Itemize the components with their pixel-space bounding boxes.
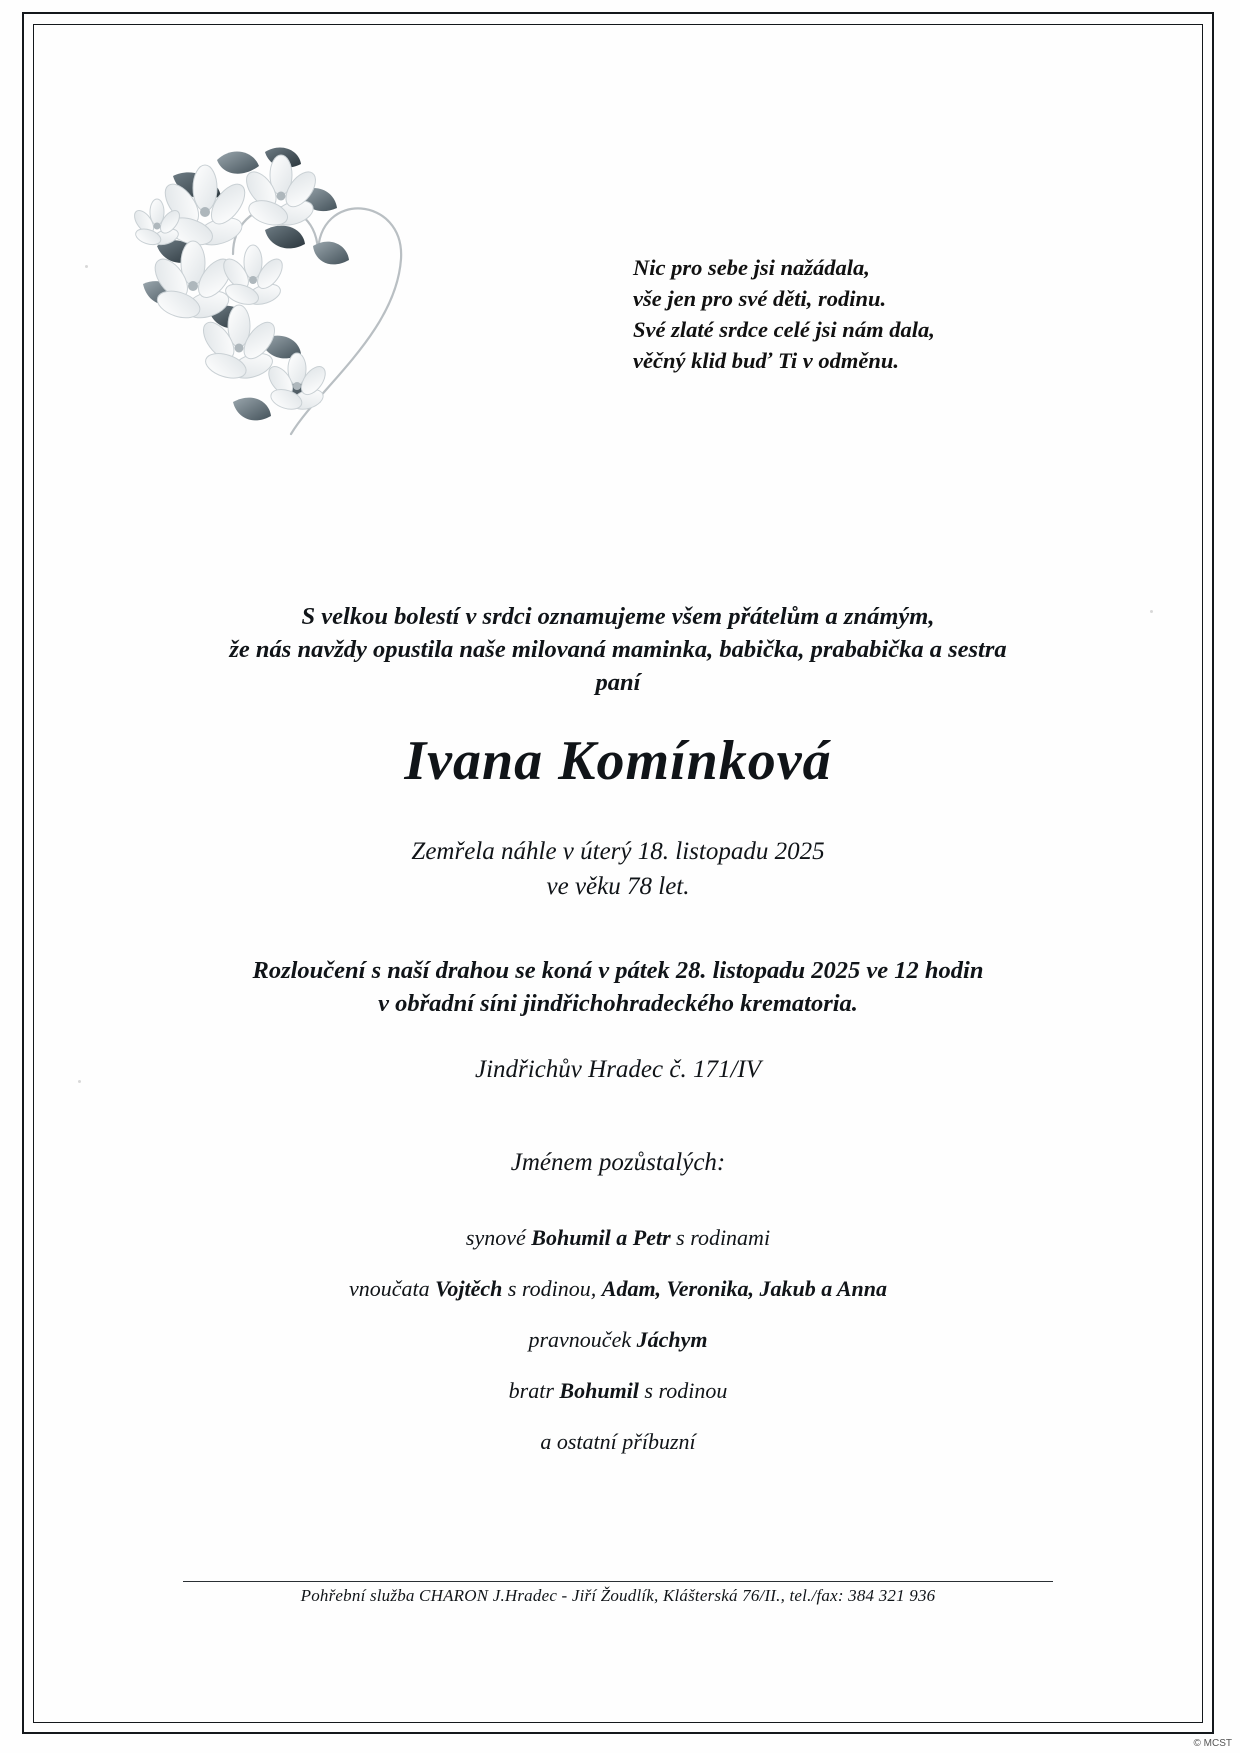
survivor-prefix: synové [465, 1225, 532, 1250]
funeral-service-footer: Pohřební služba CHARON J.Hradec - Jiří Žoudlík, Klášterská 76/II., tel./fax: 384 321 936 [300, 1586, 936, 1605]
footer-divider [183, 1581, 1053, 1582]
survivor-names: Bohumil a Petr [531, 1225, 671, 1250]
survivor-suffix: s rodinou, [502, 1276, 602, 1301]
floral-heart-ornament [113, 134, 453, 464]
verse-line-4: věčný klid buď Ti v odměnu. [633, 348, 899, 373]
list-item [93, 1212, 1143, 1263]
paper-speck [85, 265, 88, 268]
deceased-name: Ivana Komínková [404, 730, 832, 792]
copyright-notice: © MCST [1193, 1738, 1232, 1749]
survivor-prefix: vnoučata [348, 1276, 436, 1301]
memorial-verse [633, 252, 1053, 376]
list-item [93, 1263, 1143, 1314]
survivor-suffix: s rodinou [638, 1378, 728, 1403]
survivor-suffix: s rodinami [670, 1225, 771, 1250]
announcement-line-2: že nás navždy opustila naše milovaná maminka, babička, prababička a sestra [229, 636, 1007, 663]
ceremony-line-1: Rozloučení s naší drahou se koná v pátek 28. listopadu 2025 ve 12 hodin [252, 957, 984, 984]
announcement-line-1: S velkou bolestí v srdci oznamujeme všem přátelům a známým, [301, 603, 935, 630]
survivor-names: Bohumil [559, 1378, 639, 1403]
verse-line-2: vše jen pro své děti, rodinu. [633, 286, 887, 311]
survivors-heading: Jménem pozůstalých: [510, 1149, 726, 1176]
page-content [33, 24, 1203, 1723]
survivors-list [93, 1212, 1143, 1467]
ceremony-line-2: v obřadní síni jindřichohradeckého krematoria. [378, 990, 858, 1017]
announcement-line-3: paní [595, 669, 641, 696]
death-line-1: Zemřela náhle v úterý 18. listopadu 2025 [411, 838, 825, 865]
survivor-names-2: Adam, Veronika, Jakub a Anna [601, 1276, 888, 1301]
verse-line-1: Nic pro sebe jsi nažádala, [633, 255, 870, 280]
survivor-names: Vojtěch [435, 1276, 503, 1301]
death-details [93, 834, 1143, 904]
paper-speck [1150, 610, 1153, 613]
list-item [93, 1416, 1143, 1467]
survivor-prefix: pravnouček [528, 1327, 637, 1352]
survivor-names: Jáchym [636, 1327, 708, 1352]
death-line-2: ve věku 78 let. [546, 873, 690, 900]
survivor-prefix: a ostatní příbuzní [540, 1429, 696, 1454]
verse-line-3: Své zlaté srdce celé jsi nám dala, [633, 317, 935, 342]
ceremony-address: Jindřichův Hradec č. 171/IV [474, 1056, 762, 1083]
list-item [93, 1314, 1143, 1365]
survivor-prefix: bratr [508, 1378, 560, 1403]
list-item [93, 1365, 1143, 1416]
announcement-text [93, 600, 1143, 699]
paper-speck [78, 1080, 81, 1083]
ceremony-details [93, 954, 1143, 1020]
